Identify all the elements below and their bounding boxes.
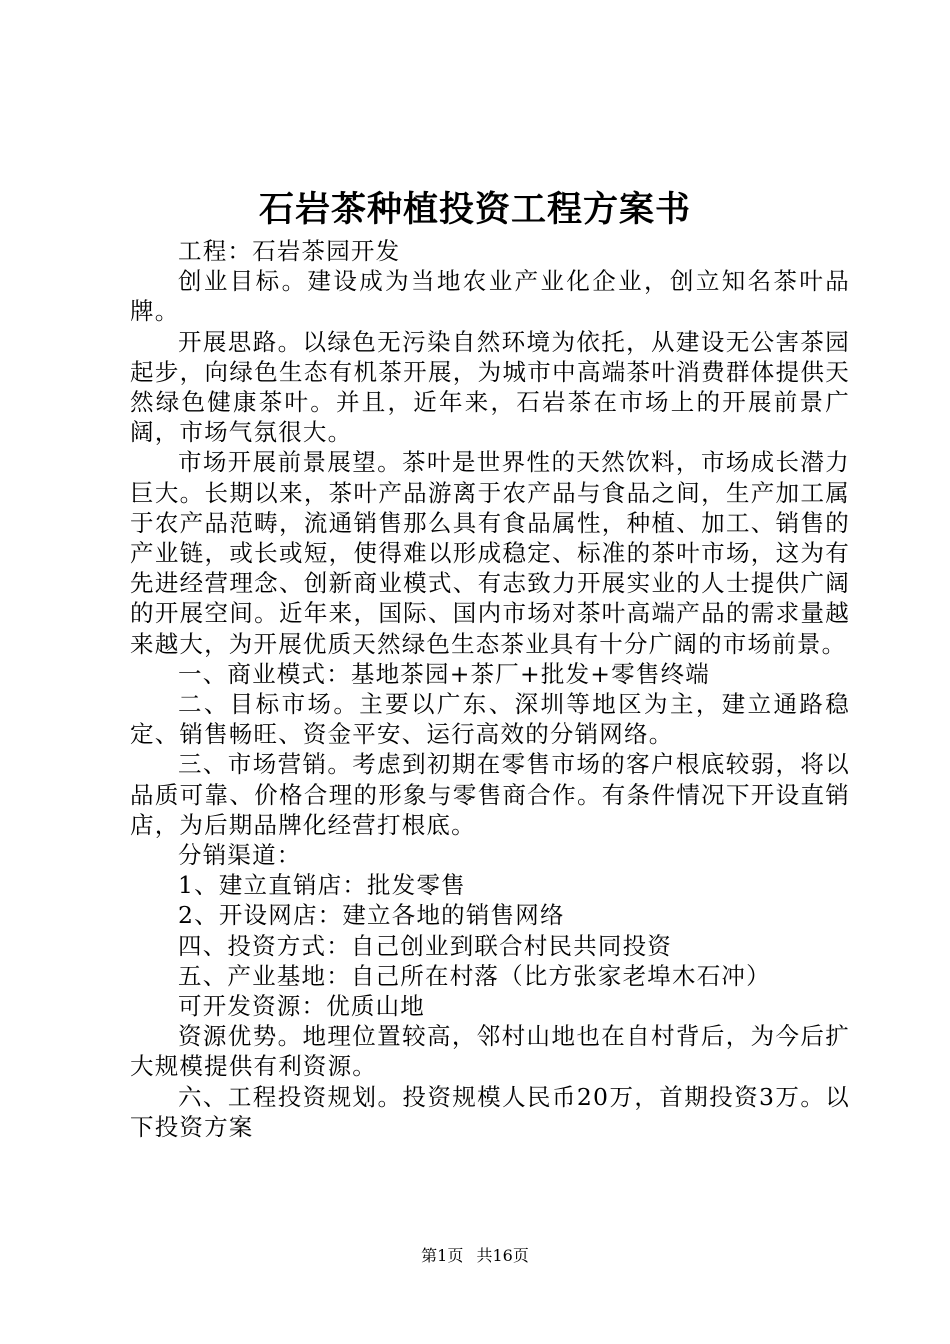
page-number: 第1页 xyxy=(421,1246,464,1265)
document-title: 石岩茶种植投资工程方案书 xyxy=(258,189,691,230)
paragraph-resources: 可开发资源：优质山地 xyxy=(178,992,425,1021)
paragraph-resource-advantage: 资源优势。地理位置较高，邻村山地也在自村背后，为今后扩大规模提供有利资源。 xyxy=(130,1022,850,1081)
paragraph-market-outlook: 市场开展前景展望。茶叶是世界性的天然饮料，市场成长潜力巨大。长期以来，茶叶产品游离于农产品与食品之间，生产加工属于农产品范畴，流通销售那么具有食品属性，种植、加工、销售的产业链，或长或短，使得难以形成稳定、标准的茶叶市场，这为有先进经营理念、创新商业模式、有志致力开展实业的人士提供广阔的开展空间。近年来，国际、国内市场对茶叶高端产品的需求量越来越大，为开展优质天然绿色生态茶业具有十分广阔的市场前景。 xyxy=(130,448,850,658)
paragraph-approach: 开展思路。以绿色无污染自然环境为依托，从建设无公害茶园起步，向绿色生态有机茶开展，为城市中高端茶叶消费群体提供天然绿色健康茶叶。并且，近年来，石岩茶在市场上的开展前景广阔，市场气氛很大。 xyxy=(130,327,850,447)
page-total: 共16页 xyxy=(476,1246,529,1265)
paragraph-marketing: 三、市场营销。考虑到初期在零售市场的客户根底较弱，将以品质可靠、价格合理的形象与零售商合作。有条件情况下开设直销店，为后期品牌化经营打根底。 xyxy=(130,750,850,839)
paragraph-distribution-heading: 分销渠道： xyxy=(178,841,302,870)
paragraph-goal: 创业目标。建设成为当地农业产业化企业，创立知名茶叶品牌。 xyxy=(130,267,850,326)
paragraph-target-market: 二、目标市场。主要以广东、深圳等地区为主，建立通路稳定、销售畅旺、资金平安、运行高效的分销网络。 xyxy=(130,690,850,749)
paragraph-project: 工程：石岩茶园开发 xyxy=(178,237,401,265)
paragraph-investment-method: 四、投资方式：自己创业到联合村民共同投资 xyxy=(178,931,672,960)
paragraph-business-model: 一、商业模式：基地茶园+茶厂+批发+零售终端 xyxy=(178,659,710,688)
paragraph-investment-plan: 六、工程投资规划。投资规模人民币20万，首期投资3万。以下投资方案 xyxy=(130,1082,850,1141)
paragraph-industry-base: 五、产业基地：自己所在村落（比方张家老埠木石冲） xyxy=(178,961,771,990)
paragraph-online-store: 2、开设网店：建立各地的销售网络 xyxy=(178,901,565,930)
document-body xyxy=(130,236,850,1142)
page-footer xyxy=(0,1246,950,1266)
paragraph-direct-store: 1、建立直销店：批发零售 xyxy=(178,871,466,900)
